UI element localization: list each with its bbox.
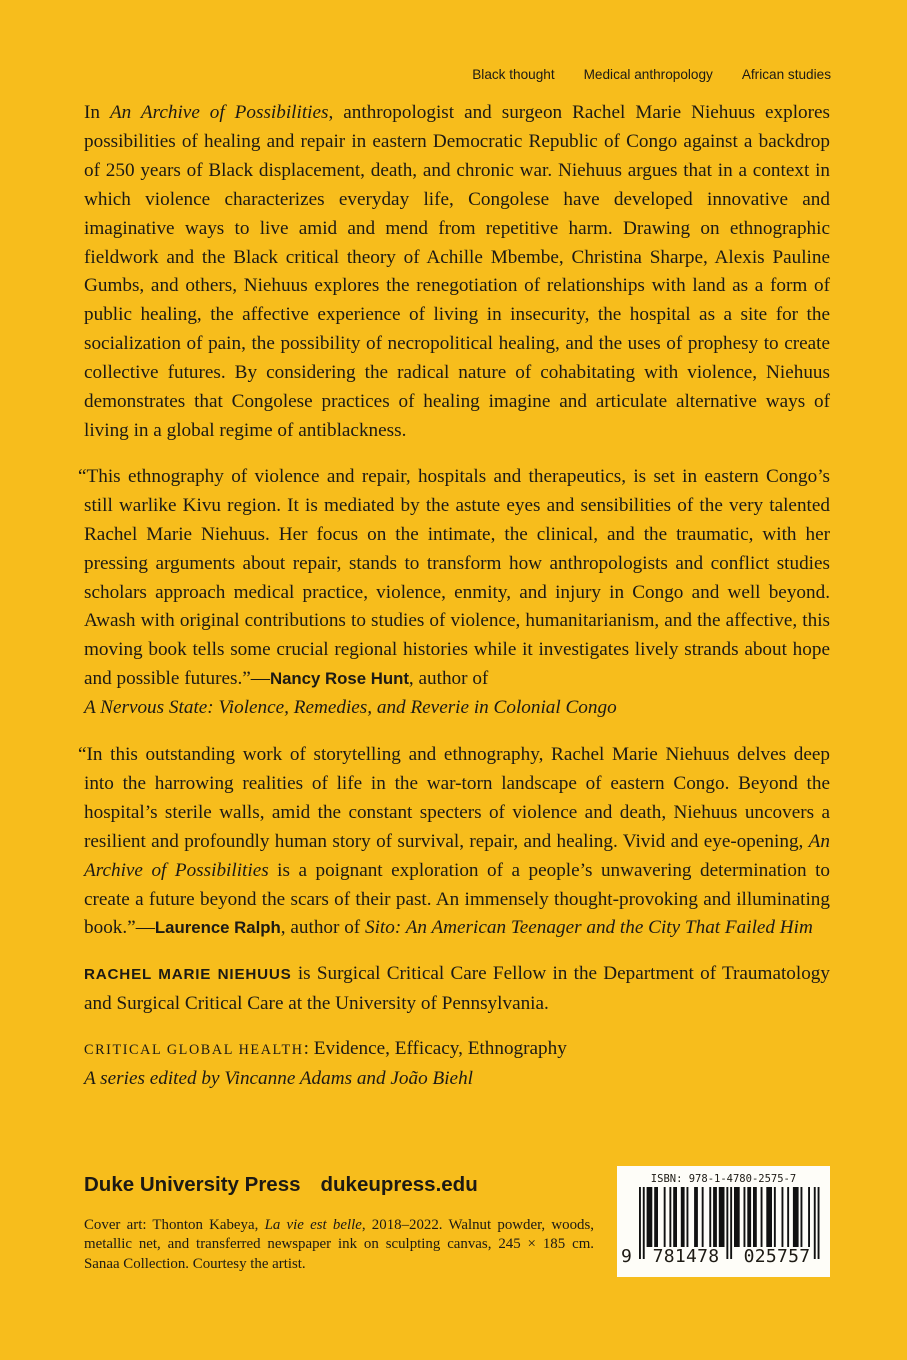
blurb-ralph: “In this outstanding work of storytelling and ethnography, Rachel Marie Niehuus delves deep into the harrowing realities of life in the war-torn landscape of eastern Congo. Beyond the hospital’s sterile walls, amid the constant specters of violence and death, Niehuus uncovers a resilient and profoundly human story of survival, repair, and healing. Vivid and eye-opening, An Archive of Possibilities is a poignant exploration of a people’s unwavering determination to create a future beyond the scars of their past. An immensely thought-provoking and illuminating book.”—Laurence Ralph, author of Sito: An American Teenager and the City That Failed Him	[78, 744, 830, 939]
series-editors: A series edited by Vincanne Adams and João Biehl	[84, 1068, 473, 1090]
author-name: RACHEL MARIE NIEHUUS	[84, 966, 292, 984]
barcode-digits-left: 781478	[652, 1246, 720, 1267]
barcode-bar	[647, 1187, 653, 1247]
barcode-bar	[808, 1187, 810, 1247]
barcode-bar	[673, 1187, 677, 1247]
blurb-work-ralph: Sito: An American Teenager and the City That Failed Him	[365, 917, 813, 939]
blurb-author-ralph: Laurence Ralph	[154, 918, 281, 938]
series-info: CRITICAL GLOBAL HEALTH: Evidence, Efficacy, Ethnography A series edited by Vincanne Adams and João Biehl	[84, 1038, 567, 1090]
barcode-bar	[702, 1187, 704, 1247]
barcode-bar	[774, 1187, 776, 1247]
book-description: In An Archive of Possibilities, anthropologist and surgeon Rachel Marie Niehuus explores possibilities of healing and repair in eastern Democratic Republic of Congo against a backdrop of 250 years of Black displacement, death, and chronic war. Niehuus argues that in a context in which violence characterizes everyday life, Congolese have developed innovative and imaginative ways to live amid and mend from repetitive harm. Drawing on ethnographic fieldwork and the Black critical theory of Achille Mbembe, Christina Sharpe, Alexis Pauline Gumbs, and others, Niehuus explores the renegotiation of relationships with land as a form of public healing, the affective experience of living in insecurity, the hospital as a site for the socialization of pain, the possibility of necropolitical healing, and the uses of prophesy to create collective futures. By considering the radical nature of cohabitating with violence, Niehuus demonstrates that Congolese practices of healing imagine and articulate alternative ways of living in a global regime of antiblackness.	[84, 102, 831, 441]
barcode-bar	[787, 1187, 789, 1247]
book-title-inline: An Archive of Possibilities	[84, 830, 830, 881]
artwork-title: La vie est belle	[264, 1217, 362, 1233]
barcode-bar	[664, 1187, 666, 1247]
book-title: An Archive of Possibilities	[109, 102, 329, 123]
series-name: CRITICAL GLOBAL HEALTH	[84, 1042, 304, 1059]
barcode-bar	[744, 1187, 746, 1247]
barcode-guard-bar	[730, 1187, 732, 1259]
barcode-bar	[747, 1187, 751, 1247]
barcode-bar	[654, 1187, 658, 1247]
barcode-bar	[801, 1187, 803, 1247]
barcode-bar	[669, 1187, 671, 1247]
barcode-bar	[761, 1187, 763, 1247]
barcode-bar	[793, 1187, 799, 1247]
subject-medical-anthropology: Medical anthropology	[583, 67, 713, 82]
barcode-bar	[782, 1187, 784, 1247]
blurb-author-hunt: Nancy Rose Hunt	[269, 669, 409, 689]
barcode-bar	[719, 1187, 725, 1247]
barcode-bar	[766, 1187, 772, 1247]
barcode-lead-digit: 9	[621, 1246, 632, 1267]
subject-black-thought: Black thought	[472, 67, 555, 82]
barcode-guard-bar	[639, 1187, 641, 1259]
cover-art-credit: Cover art: Thonton Kabeya, La vie est belle, 2018–2022. Walnut powder, woods, metallic net, and transferred newspaper ink on sculpting canvas, 245 × 185 cm. Sanaa Collection. Courtesy the artist.	[84, 1217, 594, 1272]
author-bio: RACHEL MARIE NIEHUUS is Surgical Critical Care Fellow in the Department of Traumatology and Surgical Critical Care at the University of Pennsylvania.	[84, 963, 830, 1015]
barcode-bar	[734, 1187, 740, 1247]
barcode-bar	[709, 1187, 711, 1247]
main-text	[78, 99, 831, 1094]
publisher-website: dukeupress.edu	[320, 1173, 478, 1196]
barcode-bar	[681, 1187, 685, 1247]
publisher-name: Duke University Press	[84, 1173, 301, 1196]
blurb-hunt: “This ethnography of violence and repair, hospitals and therapeutics, is set in eastern Congo’s still warlike Kivu region. It is mediated by the astute eyes and sensibilities of the very talented Rachel Marie Niehuus. Her focus on the intimate, the clinical, and the traumatic, with her pressing arguments about repair, stands to transform how anthropologists and conflict studies scholars approach medical practice, violence, enmity, and injury in Congo and well beyond. Awash with original contributions to studies of violence, humanitarianism, and the affective, this moving book tells some crucial regional histories while it investigates lively strands about hope and possible futures.”—Nancy Rose Hunt, author of A Nervous State: Violence, Remedies, and Reverie in Colonial Congo	[78, 465, 830, 719]
publisher-line	[84, 1172, 478, 1198]
barcode-bar	[753, 1187, 757, 1247]
barcode-bar	[713, 1187, 717, 1247]
subject-categories	[472, 66, 831, 84]
barcode-bar	[694, 1187, 698, 1247]
barcode-bar	[687, 1187, 689, 1247]
barcode-digits-right: 025757	[743, 1246, 811, 1267]
isbn-label: ISBN: 978-1-4780-2575-7	[650, 1173, 797, 1185]
isbn-barcode	[617, 1166, 830, 1277]
blurb-work-hunt: A Nervous State: Violence, Remedies, and Reverie in Colonial Congo	[84, 697, 617, 719]
subject-african-studies: African studies	[741, 67, 831, 82]
